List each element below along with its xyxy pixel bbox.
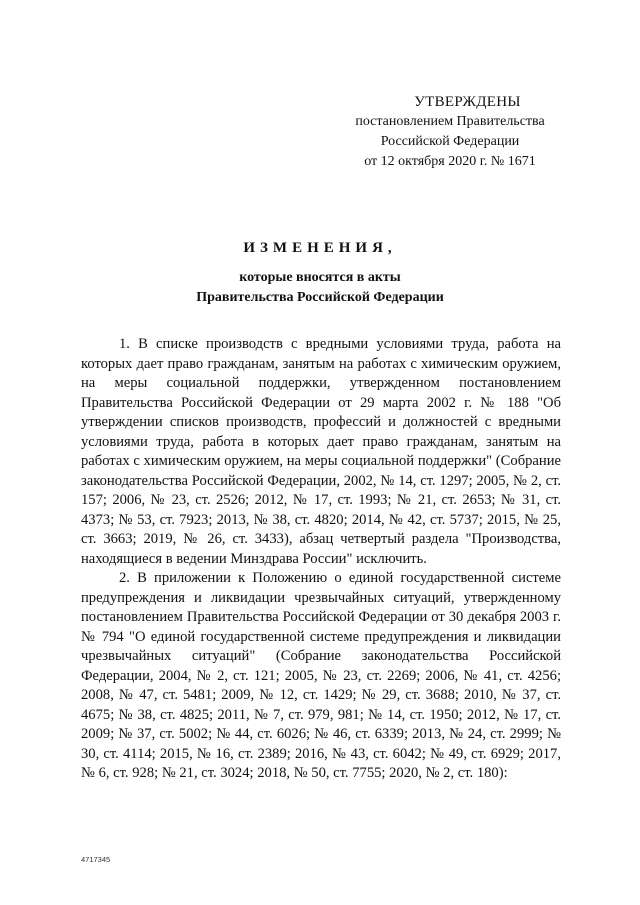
approval-line-1: постановлением Правительства [355, 114, 545, 129]
document-subtitle-line-1: которые вносятся в акты [239, 270, 401, 285]
document-title: ИЗМЕНЕНИЯ, [243, 240, 397, 256]
document-body [81, 335, 561, 784]
document-subtitle-line-2: Правительства Российской Федерации [196, 290, 444, 305]
approval-heading: УТВЕРЖДЕНЫ [414, 94, 521, 110]
approval-line-3: от 12 октября 2020 г. № 1671 [364, 154, 536, 169]
approval-line-2: Российской Федерации [380, 134, 520, 149]
paragraph-2: 2. В приложении к Положению о единой государственной системе предупреждения и ликвидации чрезвычайных ситуаций, утвержденному постановлением Правительства Российской Федерации от 30 декабря 2003 г. № 794 "О единой государственной системе предупреждения и ликвидации чрезвычайных ситуаций" (Собрание законодательства Российской Федерации, 2004, № 2, ст. 121; 2005, № 23, ст. 2269; 2006, № 41, ст. 4256; 2008, № 47, ст. 5481; 2009, № 12, ст. 1429; № 29, ст. 3688; 2010, № 37, ст. 4675; № 38, ст. 4825; 2011, № 7, ст. 979, 981; № 14, ст. 1950; 2012, № 17, ст. 2009; № 37, ст. 5002; № 44, ст. 6026; № 46, ст. 6339; 2013, № 24, ст. 2999; № 30, ст. 4114; 2015, № 16, ст. 2389; 2016, № 43, ст. 6042; № 49, ст. 6929; 2017, № 6, ст. 928; № 21, ст. 3024; 2018, № 50, ст. 7755; 2020, № 2, ст. 180): [81, 570, 561, 781]
document-title-block [0, 238, 640, 308]
approval-block [340, 92, 560, 172]
document-number: 4717345 [81, 855, 111, 864]
paragraph-1: 1. В списке производств с вредными условиями труда, работа на которых дает право гражданам, занятым на работах с химическим оружием, на меры социальной поддержки, утвержденном постановлением Правительства Российской Федерации от 29 марта 2002 г. № 188 "Об утверждении списков производств, профессий и должностей с вредными условиями труда, работа в которых дает право гражданам, занятым на работах с химическим оружием, на меры социальной поддержки" (Собрание законодательства Российской Федерации, 2002, № 14, ст. 1297; 2005, № 2, ст. 157; 2006, № 23, ст. 2526; 2012, № 17, ст. 1993; № 21, ст. 2653; № 31, ст. 4373; № 53, ст. 7923; 2013, № 38, ст. 4820; 2014, № 42, ст. 5737; 2015, № 25, ст. 3663; 2019, № 26, ст. 3433), абзац четвертый раздела "Производства, находящиеся в ведении Минздрава России" исключить. [81, 336, 561, 567]
